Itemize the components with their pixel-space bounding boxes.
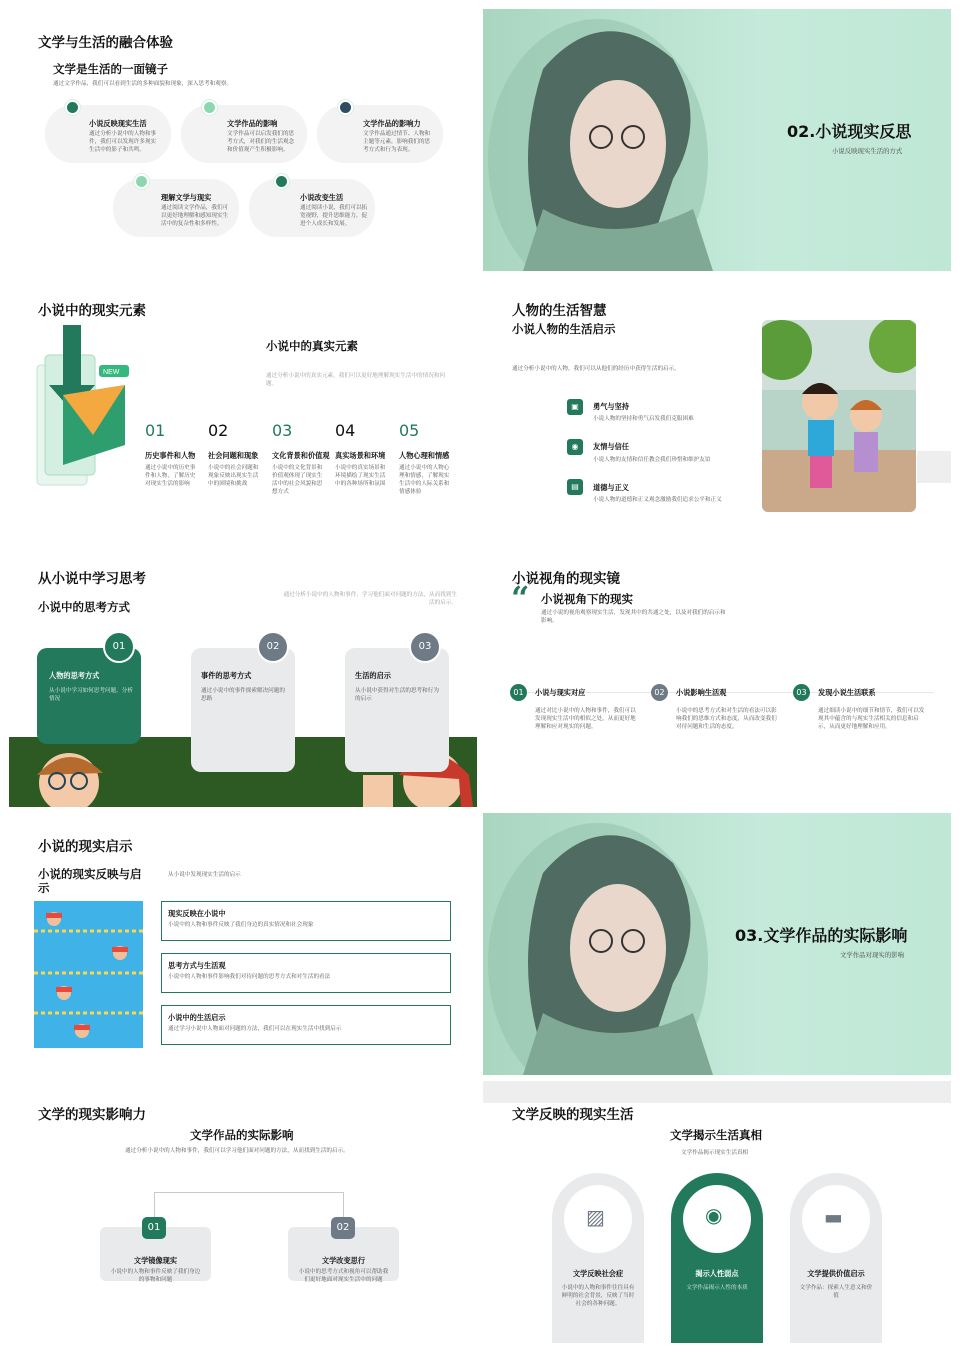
- item-title: 人物心理和情感: [399, 451, 450, 460]
- item-number: 02: [208, 421, 229, 440]
- insight-text: 小说中的人物和事件影响我们对待问题的思考方式和对生活的看法: [168, 974, 331, 980]
- slide-1: [9, 9, 477, 271]
- item-text: 通过对比小说中的人物和事件，我们可以发现现实生活中的相似之处，从而更好地理解和应对现实的问题。: [535, 708, 636, 730]
- slide-desc: 通过文学作品，我们可以看到生活的多种面貌和现象，深入思考和观察。: [53, 81, 233, 87]
- slide-4: [483, 277, 951, 539]
- slide-desc: 通过分析小说中的人物和事件，我们可以学习他们面对问题的方法，从而找到生活的启示。: [125, 1148, 349, 1154]
- slide-desc: 通过分析小说中的人物和事件，学习他们面对问题的方法，从而找到生活的启示。: [283, 592, 457, 606]
- slide-title: 文学与生活的融合体验: [38, 35, 173, 51]
- slide-title: 人物的生活智慧: [512, 303, 607, 319]
- column-text: 小说中的人物和事件往往具有鲜明的社会背景，反映了当时社会的各种问题。: [561, 1285, 635, 1307]
- column-text: 文学作品揭示人性的本质: [686, 1285, 748, 1291]
- slide-subtitle: 小说视角下的现实: [541, 592, 633, 606]
- document-icon: ▤: [567, 479, 583, 495]
- card-text: 文学作品通过情节、人物和主题等元素，影响我们的思考方式和行为表现。: [363, 131, 431, 153]
- slide-title: 从小说中学习思考: [38, 571, 146, 587]
- item-text: 通过小说中的人物心理和情感，了解现实生活中的人际关系和情感体验: [399, 465, 450, 495]
- kids-cleanup-illustration: [762, 320, 916, 512]
- slide-desc: 通过小说的视角观察现实生活，发现其中的共通之处，以及对我们的启示和影响。: [541, 610, 726, 624]
- step-number: 01: [103, 631, 135, 663]
- slide-desc: 文学作品揭示现实生活真相: [681, 1150, 749, 1156]
- slide-8: [483, 813, 951, 1075]
- download-box-illustration: [33, 325, 133, 495]
- item-text: 小说人物的友情和信任教会我们珍惜和维护友谊: [593, 457, 711, 463]
- item-text: 小说人物的坚持和勇气启发我们克服困难: [593, 416, 694, 422]
- woman-illustration: [483, 813, 743, 1075]
- section-subtitle: 文学作品对现实的影响: [840, 951, 904, 959]
- card-title: 小说反映现实生活: [89, 119, 147, 128]
- item-text: 小说中的思考方式和对生活的看法可以影响我们的思维方式和态度，从而改变我们对待问题和生活的态度。: [676, 708, 777, 730]
- item-text: 小说中的文化背景和价值观体现了现实生活中的社会风貌和思想方式: [272, 465, 323, 495]
- swimmers-illustration: [34, 901, 143, 1048]
- section-title: 02.小说现实反思: [787, 122, 912, 141]
- slide-title: 文学的现实影响力: [38, 1107, 146, 1123]
- item-title: 勇气与坚持: [593, 402, 629, 411]
- card-title: 小说改变生活: [300, 193, 344, 202]
- item-text: 通过小说中的历史事件和人物，了解历史对现实生活的影响: [145, 465, 196, 487]
- item-text: 通过细读小说中的细节和情节，我们可以发现其中蕴含的与现实生活相关的信息和启示，从而更好地理解和应用。: [818, 708, 925, 730]
- slide-subtitle: 文学是生活的一面镜子: [53, 62, 168, 76]
- slide-subtitle: 小说中的真实元素: [266, 339, 358, 353]
- slide-subtitle: 小说中的思考方式: [38, 600, 130, 614]
- item-number: 01: [145, 421, 166, 440]
- sofa-icon: ▬: [824, 1205, 843, 1229]
- item-number: 03: [793, 684, 810, 701]
- item-text: 小说中的社会问题和现象反映出现实生活中的困境和挑战: [208, 465, 259, 487]
- item-title: 历史事件和人物: [145, 451, 196, 460]
- step-text: 通过小说中的事件探索解决问题的思路: [201, 688, 285, 702]
- location-icon: [274, 174, 289, 189]
- slide-subtitle: 文学揭示生活真相: [670, 1128, 762, 1142]
- slide-6: [483, 545, 951, 807]
- slide-desc: 通过分析小说中的真实元素，我们可以更好地理解现实生活中的情况和问题。: [266, 373, 446, 387]
- boy-illustration: [17, 735, 127, 807]
- box-number: 01: [142, 1217, 166, 1239]
- slide-10: [483, 1081, 951, 1343]
- box-title: 文学改变思行: [321, 1256, 366, 1265]
- slide-7: [9, 813, 477, 1075]
- image-icon: [65, 100, 80, 115]
- chat-icon: [134, 174, 149, 189]
- insight-title: 现实反映在小说中: [168, 909, 226, 918]
- card-title: 理解文学与现实: [161, 193, 212, 202]
- insight-text: 小说中的人物和事件反映了我们身边的真实情况和社会现象: [168, 922, 314, 928]
- item-number: 03: [272, 421, 293, 440]
- slide-title: 小说中的现实元素: [38, 303, 146, 319]
- card-text: 通过阅读文学作品，我们可以更好地理解和感知现实生活中的复杂性和多样性。: [161, 205, 229, 227]
- column-title: 文学提供价值启示: [807, 1269, 865, 1278]
- top-band: [483, 1081, 951, 1103]
- item-title: 文化背景和价值观: [272, 451, 330, 460]
- box-text: 小说中的思考方式和视角可以帮助我们更好地面对现实生活中的问题: [298, 1269, 389, 1283]
- chair-icon: [338, 100, 353, 115]
- section-title: 03.文学作品的实际影响: [735, 926, 908, 945]
- item-title: 真实场景和环境: [335, 451, 386, 460]
- box-title: 文学镜像现实: [133, 1256, 178, 1265]
- box-text: 小说中的人物和事件反映了我们身边的事物和问题: [110, 1269, 201, 1283]
- card-title: 文学作品的影响: [227, 119, 278, 128]
- item-title: 发现小说生活联系: [818, 688, 876, 697]
- slide-title: 文学反映的现实生活: [512, 1107, 634, 1123]
- slide-desc: 通过分析小说中的人物，我们可以从他们的经历中获得生活的启示。: [512, 366, 680, 372]
- item-title: 友情与信任: [593, 442, 629, 451]
- quote-icon: “: [511, 579, 530, 617]
- step-text: 从小说中学习如何思考问题，分析情况: [49, 688, 133, 702]
- item-number: 05: [399, 421, 420, 440]
- slide-title: 小说的现实启示: [38, 839, 133, 855]
- item-title: 社会问题和现象: [208, 451, 259, 460]
- insight-text: 通过学习小说中人物面对问题的方法，我们可以在现实生活中找到启示: [168, 1026, 342, 1032]
- step-title: 人物的思考方式: [49, 671, 100, 680]
- step-number: 02: [257, 631, 289, 663]
- item-number: 04: [335, 421, 356, 440]
- column-text: 文学作品：探索人生意义和价值: [799, 1285, 873, 1299]
- image-icon: ▨: [586, 1205, 605, 1229]
- box-number: 02: [331, 1217, 355, 1239]
- insight-title: 思考方式与生活观: [168, 961, 226, 970]
- step-card: [345, 648, 449, 772]
- connector: [154, 1192, 344, 1220]
- slide-desc: 从小说中发现现实生活的启示: [168, 872, 241, 878]
- slide-5: [9, 545, 477, 807]
- step-title: 生活的启示: [355, 671, 391, 680]
- insight-title: 小说中的生活启示: [168, 1013, 226, 1022]
- step-title: 事件的思考方式: [201, 671, 252, 680]
- slide-subtitle: 小说人物的生活启示: [512, 322, 616, 336]
- card-text: 通过分析小说中的人物和事件，我们可以发现许多现实生活中的影子和共鸣。: [89, 131, 157, 153]
- slide-subtitle: 文学作品的实际影响: [190, 1128, 294, 1142]
- target-icon: ◉: [567, 439, 583, 455]
- item-title: 小说与现实对应: [535, 688, 586, 697]
- item-number: 01: [510, 684, 527, 701]
- image-icon: ▣: [567, 399, 583, 415]
- column-title: 揭示人性弱点: [695, 1269, 739, 1278]
- woman-illustration: [483, 9, 743, 271]
- slide-9: [9, 1081, 477, 1343]
- item-title: 小说影响生活观: [676, 688, 727, 697]
- item-number: 02: [651, 684, 668, 701]
- section-subtitle: 小说反映现实生活的方式: [832, 147, 903, 155]
- decor-block: [917, 451, 951, 483]
- slide-title: 小说视角的现实镜: [512, 571, 620, 587]
- item-text: 小说中的真实场景和环境描绘了现实生活中的各种场所和氛围: [335, 465, 386, 487]
- slide-2: [483, 9, 951, 271]
- column-title: 文学反映社会症: [572, 1269, 624, 1278]
- item-text: 小说人物的道德和正义观念激励我们追求公平和正义: [593, 497, 722, 503]
- step-number: 03: [409, 631, 441, 663]
- step-text: 从小说中获得对生活的思考和行为的启示: [355, 688, 439, 702]
- card-title: 文学作品的影响力: [363, 119, 421, 128]
- card-text: 文学作品可以启发我们的思考方式，对我们的生活观念和价值观产生积极影响。: [227, 131, 295, 153]
- webcam-icon: ◉: [705, 1203, 723, 1227]
- step-card: [191, 648, 295, 772]
- new-badge: NEW: [103, 369, 120, 376]
- slide-subtitle: 小说的现实反映与启示: [38, 867, 142, 895]
- card-text: 通过阅读小说，我们可以拓宽视野，提升思维能力，促进个人成长和发展。: [300, 205, 368, 227]
- slide-3: [9, 277, 477, 539]
- target-icon: [202, 100, 217, 115]
- item-title: 道德与正义: [593, 483, 629, 492]
